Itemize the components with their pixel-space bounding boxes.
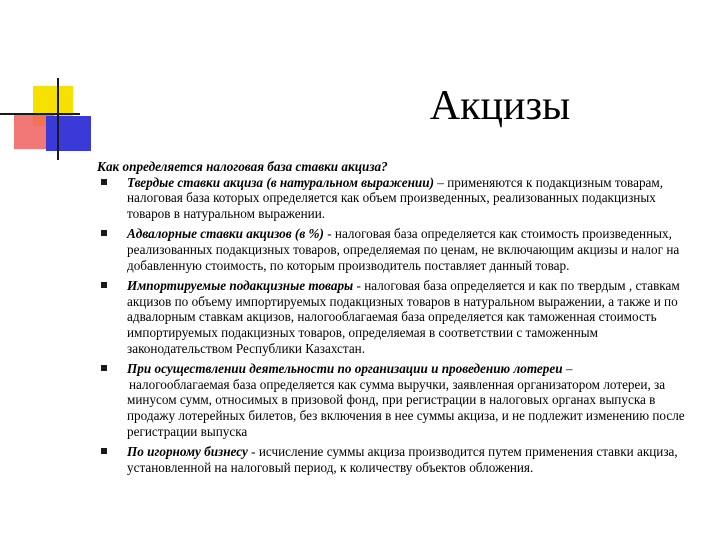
list-item xyxy=(97,444,697,475)
square-bullet-icon xyxy=(101,282,107,288)
square-bullet-icon xyxy=(101,230,107,236)
decor-blue-square xyxy=(46,116,91,151)
slide-body xyxy=(97,159,697,480)
item-text: налоговая база определяется как стоимость произведенных, реализованных подакцизных товаров, определяемая по ценам, не включающим акцизы и налог на добавленную стоимость, по которым производитель поставляет данный товар. xyxy=(127,226,680,273)
item-separator: - xyxy=(353,278,365,294)
list-item xyxy=(97,226,697,273)
item-term: По игорному бизнесу xyxy=(127,444,248,460)
list-item xyxy=(97,361,697,439)
square-bullet-icon xyxy=(101,448,107,454)
slide-title: Акцизы xyxy=(429,83,571,129)
list-item xyxy=(97,278,697,356)
item-term: Адвалорные ставки акцизов (в %) xyxy=(127,226,324,242)
square-bullet-icon xyxy=(101,365,107,371)
item-separator: – xyxy=(434,174,448,190)
bullet-list xyxy=(97,175,697,476)
item-term: Импортируемые подакцизные товары xyxy=(127,278,354,294)
item-text: налогооблагаемая база определяется как сумма выручки, заявленная организатором лотереи, за минусом сумм, относимых в призовой фонд, при регистрации в налоговых органах выпуска в продажу лотерейных билетов, без включения в нее суммы акциза, и не подлежит изменению после регистрации выпуска xyxy=(127,376,685,439)
item-text: исчисление суммы акциза производится путем применения ставки акциза, установленной на налоговый период, к количеству объектов обложения. xyxy=(127,444,678,475)
list-item xyxy=(97,175,697,222)
item-text: применяются к подакцизным товарам, налоговая база которых определяется как объем произведенных, реализованных подакцизных товаров в натуральном выражении. xyxy=(127,174,664,221)
item-separator: – xyxy=(562,361,573,377)
item-separator: - xyxy=(247,444,259,460)
question-text: Как определяется налоговая база ставки акциза? xyxy=(97,159,388,174)
item-separator: - xyxy=(323,226,335,242)
decor-horizontal-line xyxy=(0,113,80,115)
item-term: При осуществлении деятельности по организации и проведению лотереи xyxy=(127,361,563,377)
square-bullet-icon xyxy=(101,179,107,185)
item-text: налоговая база определяется и как по твердым , ставкам акцизов по объему импортируемых подакцизных товаров в натуральном выражении, а также и по адвалорным ставкам акцизов, налогооблагаемая база определяется как таможенная стоимость импортируемых подакцизных товаров, определяемая в соответствии с таможенным законодательством Республики Казахстан. xyxy=(127,278,680,356)
decor-vertical-line xyxy=(57,78,59,160)
item-term: Твердые ставки акциза (в натуральном выражении) xyxy=(127,174,434,190)
